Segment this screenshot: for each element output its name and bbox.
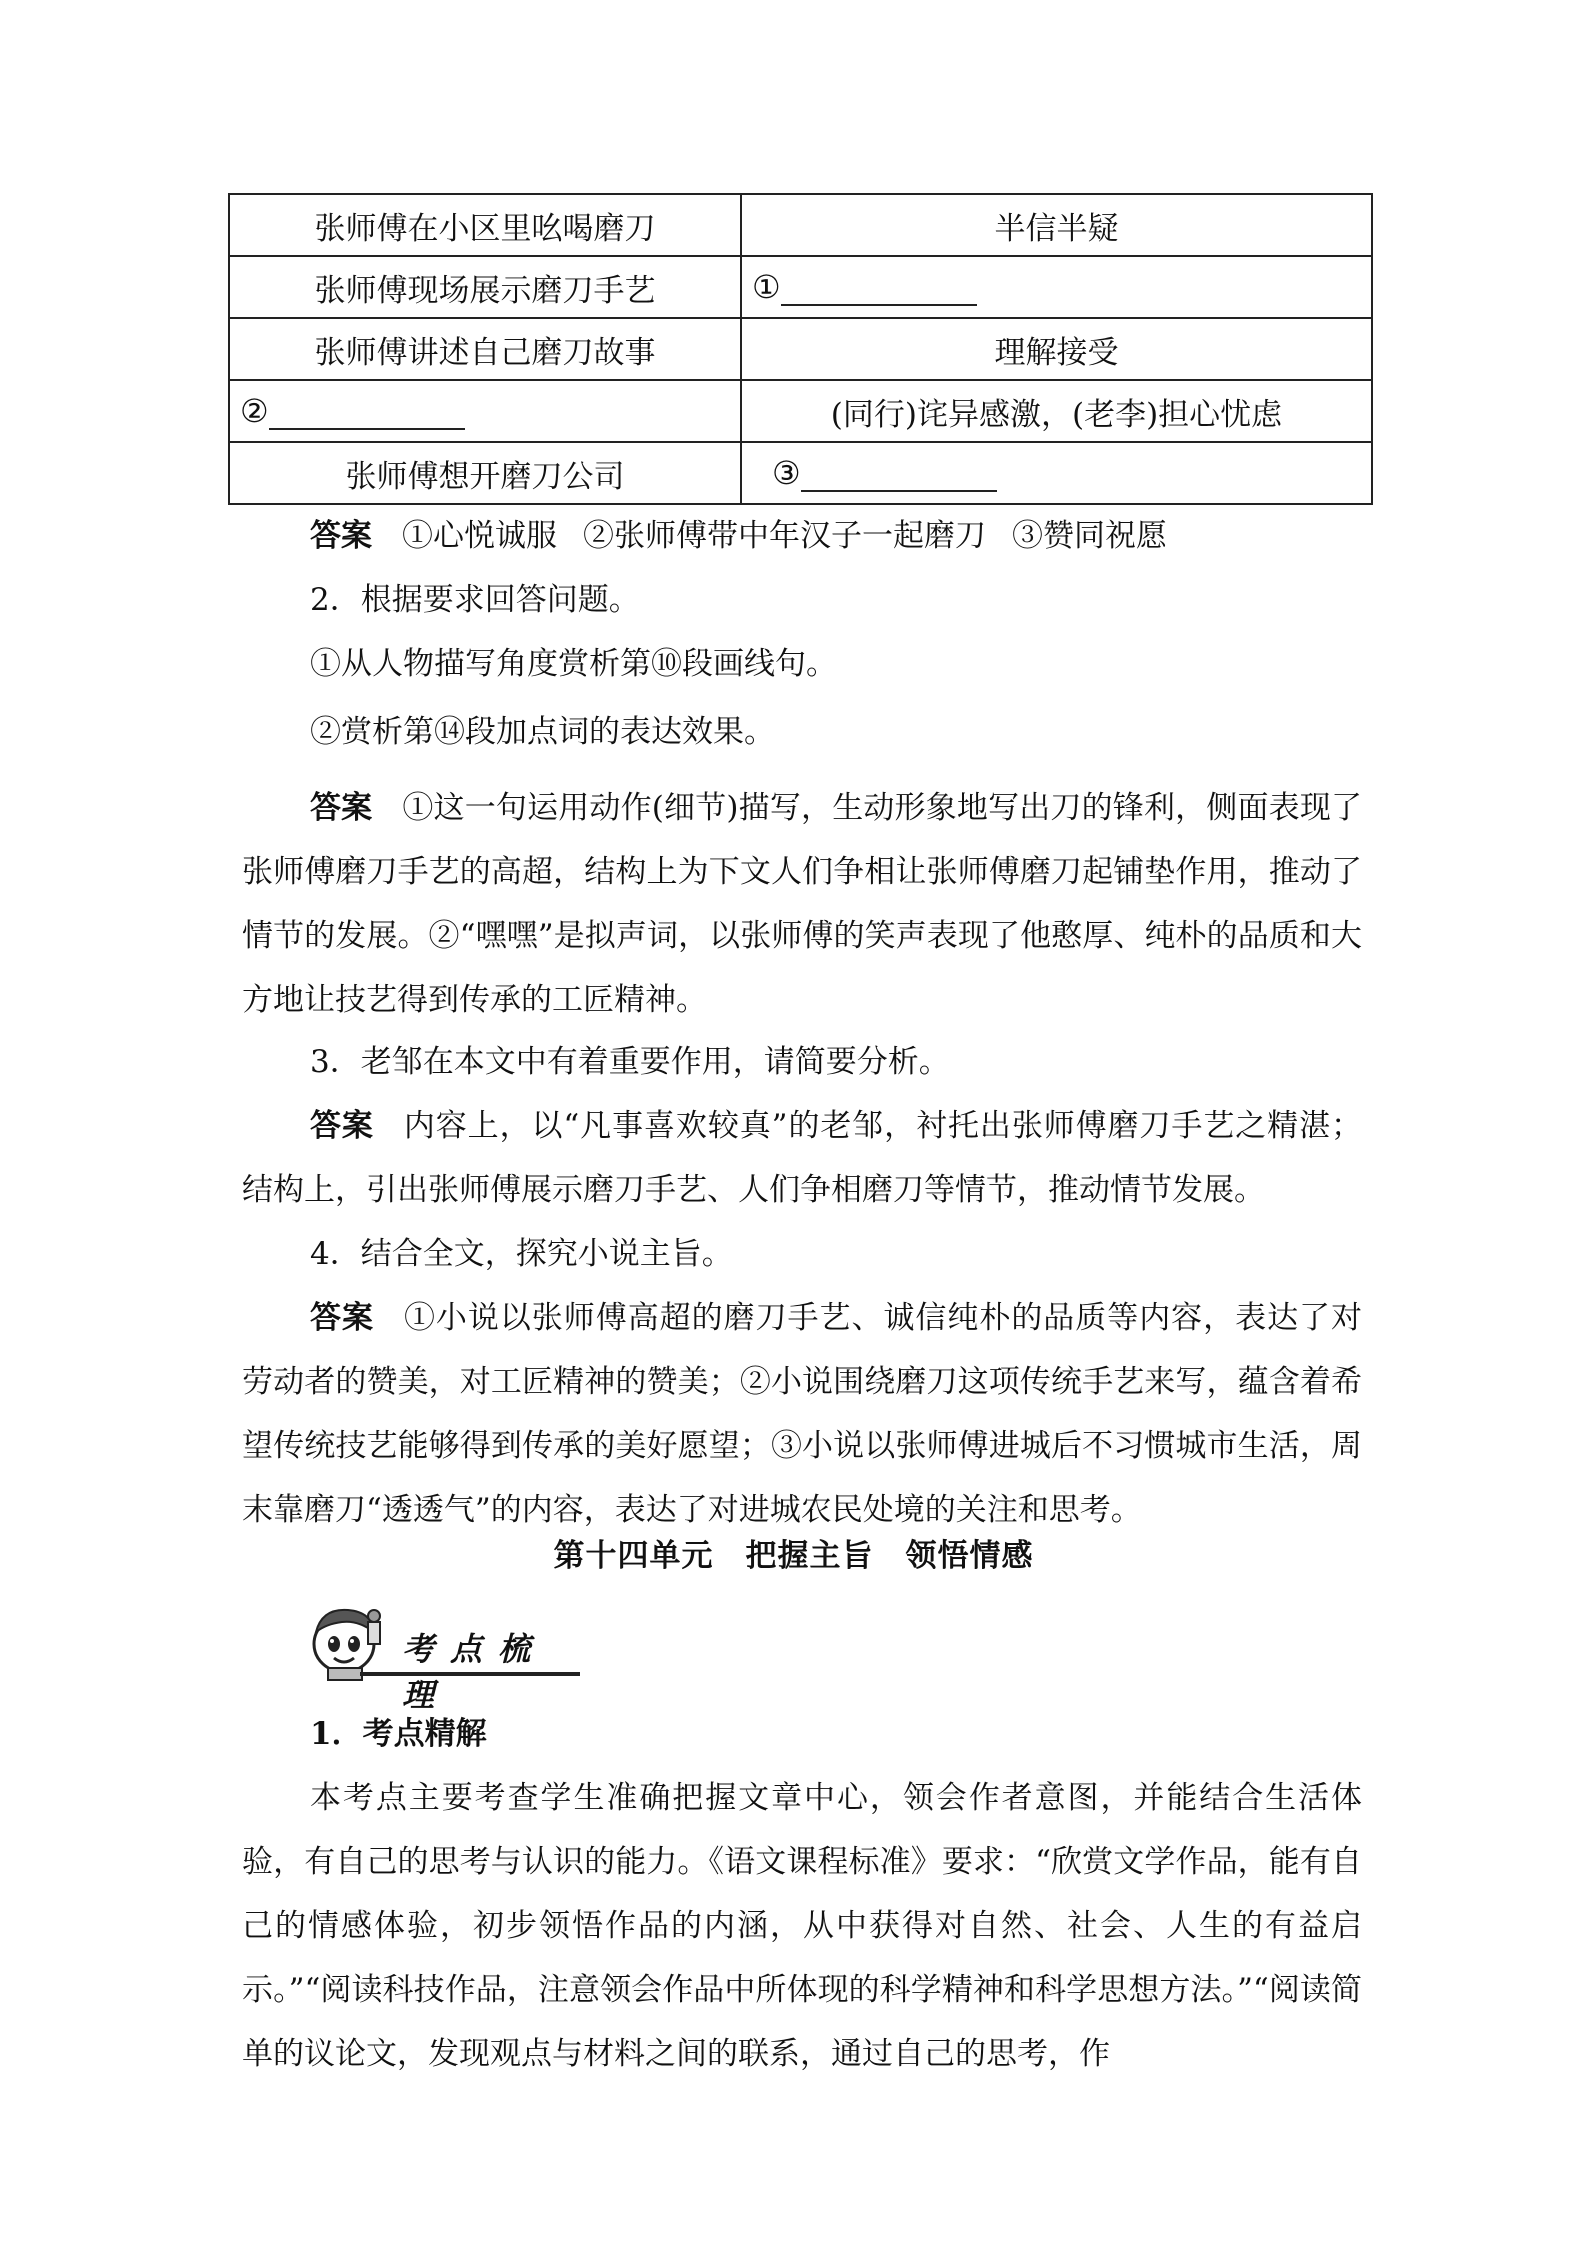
answer-item: ③赞同祝愿 bbox=[1012, 518, 1167, 554]
table-row bbox=[229, 256, 1372, 318]
answer-item: ②张师傅带中年汉子一起磨刀 bbox=[583, 518, 986, 554]
section-1-title: 1．考点精解 bbox=[310, 1716, 487, 1752]
table-cell-feeling: 理解接受 bbox=[741, 318, 1372, 380]
blank-number: ③ bbox=[772, 454, 801, 492]
answer-text: ①这一句运用动作(细节)描写，生动形象地写出刀的锋利，侧面表现了张师傅磨刀手艺的高超，结构上为下文人们争相让张师傅磨刀起铺垫作用，推动了情节的发展。②“嘿嘿”是拟声词，以张师傅的笑声表现了他憨厚、纯朴的品质和大方地让技艺得到传承的工匠精神。 bbox=[242, 790, 1363, 1018]
answer-text: ①小说以张师傅高超的磨刀手艺、诚信纯朴的品质等内容，表达了对劳动者的赞美，对工匠精神的赞美；②小说围绕磨刀这项传统手艺来写，蕴含着希望传统技艺能够得到传承的美好愿望；③小说以张师傅进城后不习惯城市生活，周末靠磨刀“透透气”的内容，表达了对进城农民处境的关注和思考。 bbox=[242, 1300, 1362, 1528]
table-row bbox=[229, 194, 1372, 256]
question-2-sub1: ①从人物描写角度赏析第⑩段画线句。 bbox=[310, 646, 837, 682]
question-4-title: 4．结合全文，探究小说主旨。 bbox=[310, 1236, 733, 1272]
answer-label: 答案 bbox=[310, 790, 373, 826]
question-3-answer bbox=[242, 1094, 1362, 1222]
fill-blank bbox=[781, 272, 977, 306]
table-cell-event: 张师傅在小区里吆喝磨刀 bbox=[229, 194, 741, 256]
answer-label: 答案 bbox=[310, 518, 372, 554]
table-cell-feeling: 半信半疑 bbox=[741, 194, 1372, 256]
fill-blank bbox=[801, 458, 997, 492]
answer-label: 答案 bbox=[310, 1300, 374, 1336]
section-banner bbox=[302, 1602, 582, 1714]
section-heading: 考点梳理 bbox=[402, 1630, 547, 1714]
table-cell-event: 张师傅现场展示磨刀手艺 bbox=[229, 256, 741, 318]
answer-text: 内容上，以“凡事喜欢较真”的老邹，衬托出张师傅磨刀手艺之精湛；结构上，引出张师傅展示磨刀手艺、人们争相磨刀等情节，推动情节发展。 bbox=[242, 1108, 1363, 1208]
table-cell-feeling: (同行)诧异感激，(老李)担心忧虑 bbox=[741, 380, 1372, 442]
table-cell-feeling bbox=[741, 256, 1372, 318]
fill-blank bbox=[269, 396, 465, 430]
table-cell-feeling bbox=[741, 442, 1372, 504]
question-2-sub2: ②赏析第⑭段加点词的表达效果。 bbox=[310, 714, 775, 750]
plot-feeling-table bbox=[228, 193, 1373, 505]
blank-number: ② bbox=[240, 392, 269, 430]
answer-label: 答案 bbox=[310, 1108, 374, 1144]
q1-answer bbox=[310, 504, 1430, 568]
table-cell-event: 张师傅想开磨刀公司 bbox=[229, 442, 741, 504]
section-1-body: 本考点主要考查学生准确把握文章中心，领会作者意图，并能结合生活体验，有自己的思考与认识的能力。《语文课程标准》要求：“欣赏文学作品，能有自己的情感体验，初步领悟作品的内涵，从中获得对自然、社会、人生的有益启示。”“阅读科技作品，注意领会作品中所体现的科学精神和科学思想方法。”“阅读简单的议论文，发现观点与材料之间的联系，通过自己的思考，作 bbox=[242, 1780, 1362, 2072]
question-3-title: 3．老邹在本文中有着重要作用，请简要分析。 bbox=[310, 1044, 950, 1080]
table-cell-event bbox=[229, 380, 741, 442]
table-cell-event: 张师傅讲述自己磨刀故事 bbox=[229, 318, 741, 380]
question-2-answer bbox=[242, 776, 1362, 1032]
table-row bbox=[229, 380, 1372, 442]
question-2-title: 2．根据要求回答问题。 bbox=[310, 582, 640, 618]
answer-item: ①心悦诚服 bbox=[402, 518, 557, 554]
table-row bbox=[229, 442, 1372, 504]
question-4-answer bbox=[242, 1286, 1362, 1542]
blank-number: ① bbox=[752, 268, 781, 306]
unit-title: 第十四单元 把握主旨 领悟情感 bbox=[553, 1538, 1034, 1574]
table-row bbox=[229, 318, 1372, 380]
